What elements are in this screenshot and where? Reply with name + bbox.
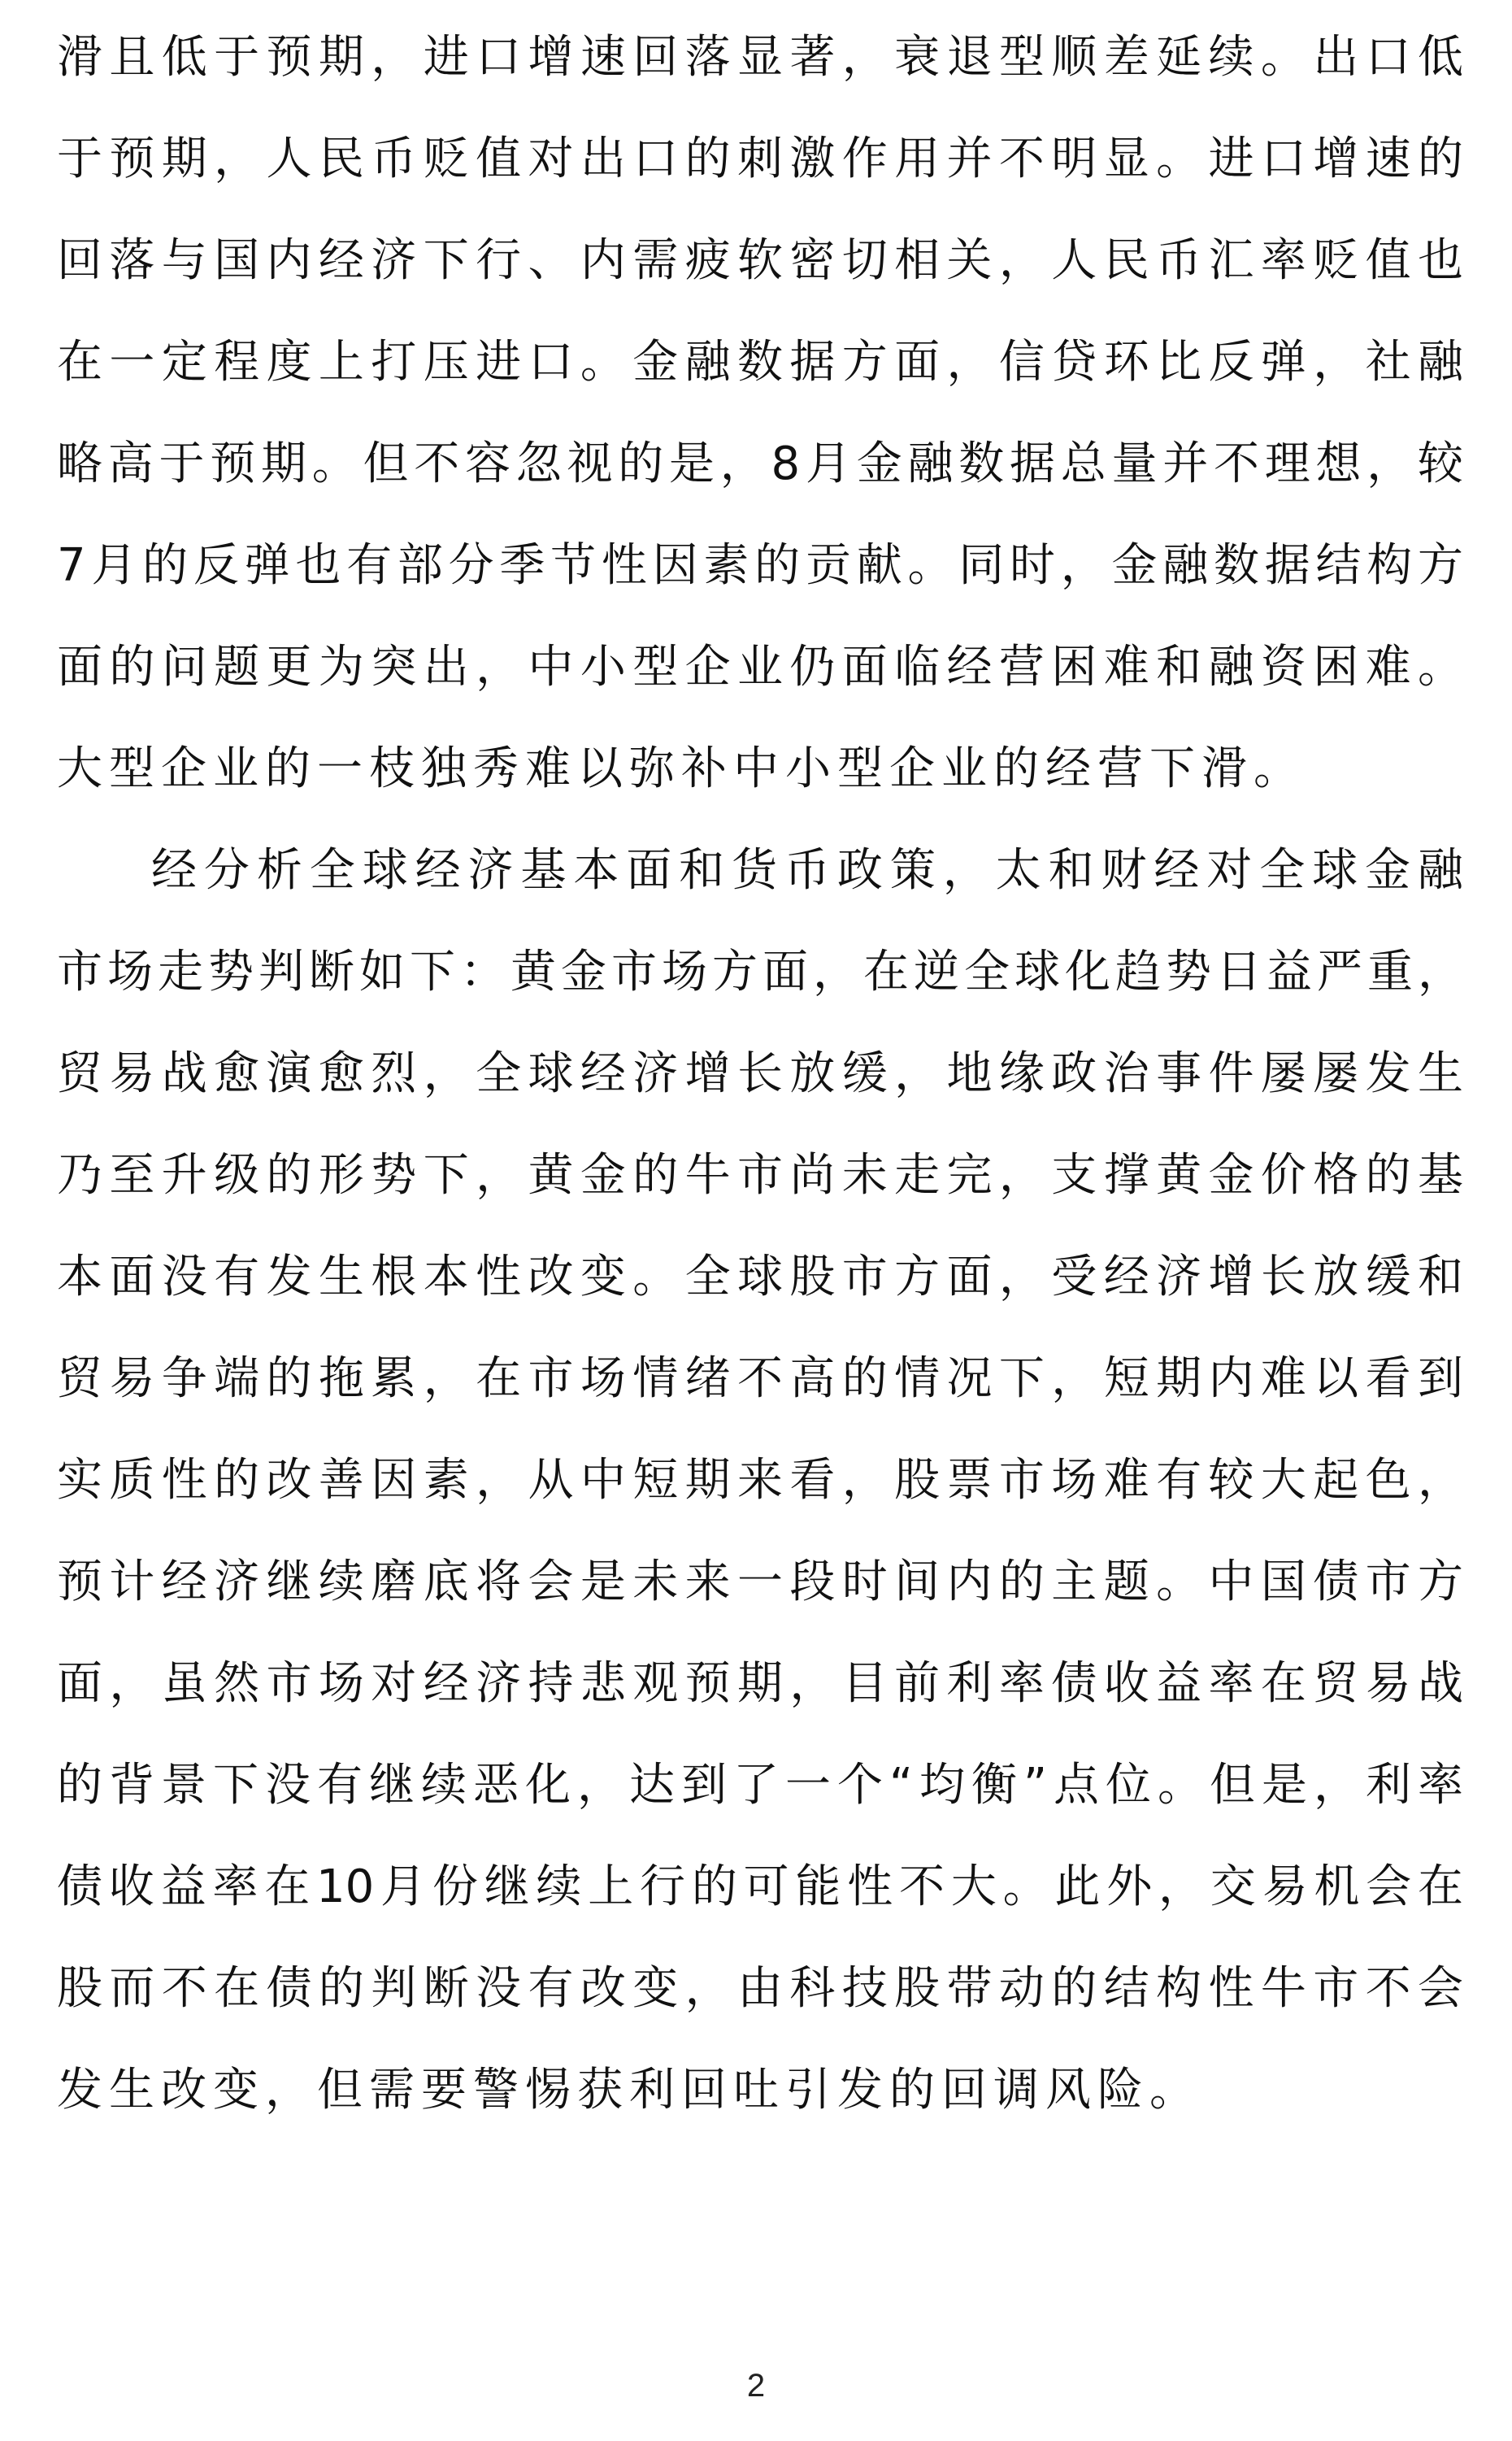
- body-text: [57, 7, 1463, 2141]
- text-line: 发生改变，但需要警惕获利回吐引发的回调风险。: [57, 2064, 1201, 2117]
- text-line: 面的问题更为突出，中小型企业仍面临经营困难和融资困难。: [57, 641, 1463, 694]
- text-line: 贸易战愈演愈烈，全球经济增长放缓，地缘政治事件屡屡发生: [57, 1047, 1463, 1100]
- text-line: 贸易争端的拖累，在市场情绪不高的情况下，短期内难以看到: [57, 1352, 1463, 1405]
- text-line: 略高于预期。但不容忽视的是，8月金融数据总量并不理想，较: [57, 437, 1463, 490]
- text-line: 面，虽然市场对经济持悲观预期，目前利率债收益率在贸易战: [57, 1657, 1463, 1710]
- text-line: 股而不在债的判断没有改变，由科技股带动的结构性牛市不会: [57, 1962, 1463, 2015]
- text-line: 的背景下没有继续恶化，达到了一个“均衡”点位。但是，利率: [57, 1759, 1463, 1812]
- page-number: 2: [746, 2368, 766, 2404]
- text-line: 7月的反弹也有部分季节性因素的贡献。同时，金融数据结构方: [57, 539, 1463, 592]
- text-line: 实质性的改善因素，从中短期来看，股票市场难有较大起色，: [57, 1454, 1463, 1507]
- text-line: 在一定程度上打压进口。金融数据方面，信贷环比反弹，社融: [57, 336, 1463, 389]
- text-line: 滑且低于预期，进口增速回落显著，衰退型顺差延续。出口低: [57, 31, 1463, 84]
- paragraph-1: [57, 7, 1463, 820]
- text-line: 市场走势判断如下：黄金市场方面，在逆全球化趋势日益严重，: [57, 946, 1463, 999]
- text-line: 预计经济继续磨底将会是未来一段时间内的主题。中国债市方: [57, 1556, 1463, 1608]
- text-line: 债收益率在10月份继续上行的可能性不大。此外，交易机会在: [57, 1860, 1463, 1913]
- text-line: 经分析全球经济基本面和货币政策，太和财经对全球金融: [151, 844, 1463, 897]
- text-line: 回落与国内经济下行、内需疲软密切相关，人民币汇率贬值也: [57, 234, 1463, 287]
- text-line: 本面没有发生根本性改变。全球股市方面，受经济增长放缓和: [57, 1251, 1463, 1303]
- text-line: 于预期，人民币贬值对出口的刺激作用并不明显。进口增速的: [57, 133, 1463, 185]
- paragraph-2: [57, 820, 1463, 2141]
- text-line: 乃至升级的形势下，黄金的牛市尚未走完，支撑黄金价格的基: [57, 1149, 1463, 1202]
- text-line: 大型企业的一枝独秀难以弥补中小型企业的经营下滑。: [57, 742, 1306, 795]
